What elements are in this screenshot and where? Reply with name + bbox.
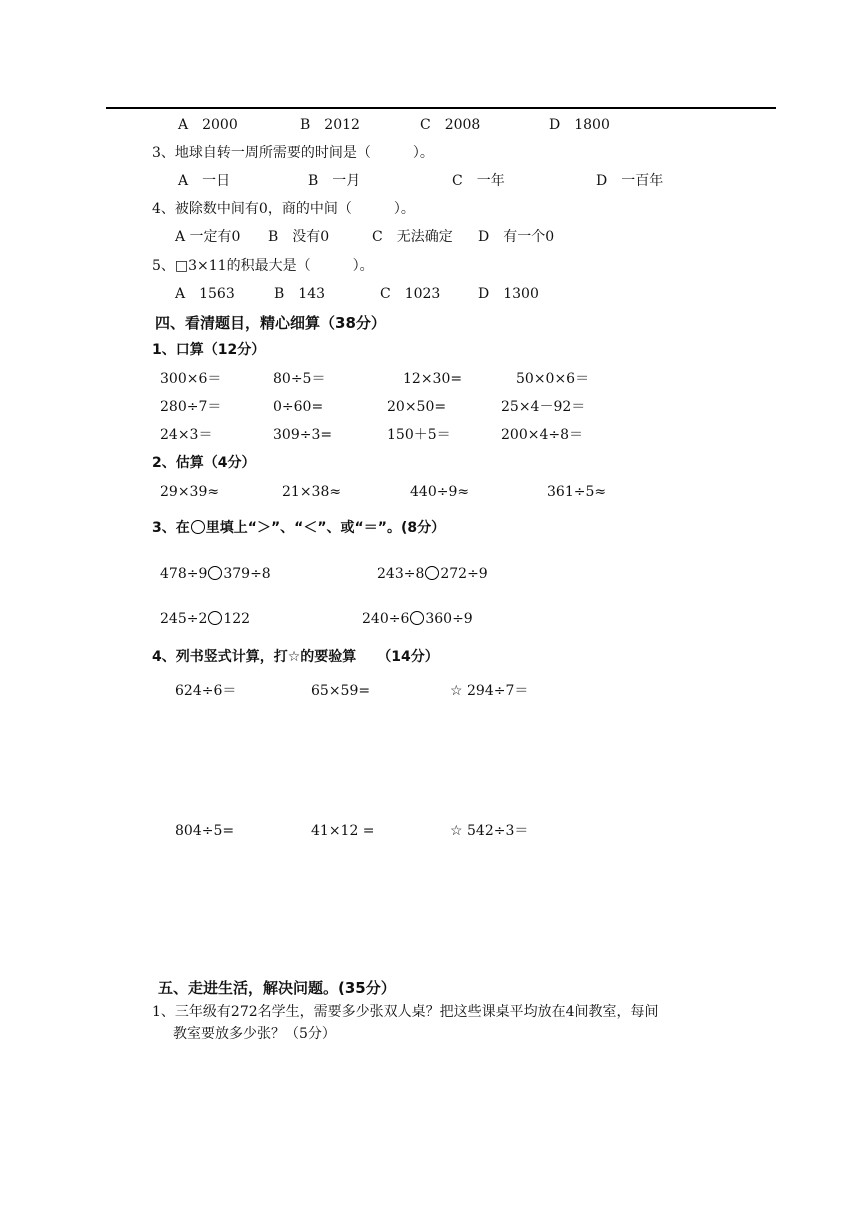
q3-option-c: C 一年 [452, 173, 505, 189]
compare-left: 243÷8 [377, 566, 425, 582]
oral-item: 25×4－92＝ [501, 399, 586, 415]
oral-item: 200×4÷8＝ [501, 427, 583, 443]
q3-option-d: D 一百年 [596, 173, 664, 189]
compare-title-before: 3、在 [152, 520, 190, 536]
compare-right: 122 [223, 611, 251, 627]
q5-option-c: C 1023 [380, 286, 441, 302]
q4-option-c: C 无法确定 [372, 229, 453, 245]
q3-option-a: A 一日 [178, 173, 231, 189]
vertical-title: 4、列书竖式计算，打☆的要验算 （14分） [152, 649, 439, 665]
compare-item [377, 565, 488, 583]
circle-blank-icon[interactable] [208, 566, 222, 580]
q4-option-b: B 没有0 [268, 229, 330, 245]
compare-title [152, 519, 445, 537]
q5-option-a: A 1563 [175, 286, 235, 302]
q5-option-b: B 143 [274, 286, 326, 302]
vertical-item: ☆ 294÷7＝ [450, 683, 529, 699]
q4-option-a: A 一定有0 [175, 229, 241, 245]
estimate-item: 21×38≈ [282, 484, 342, 500]
circle-blank-icon[interactable] [425, 566, 439, 580]
compare-item [160, 610, 250, 628]
vertical-item: 804÷5= [175, 823, 235, 839]
q5-stem: 5、□3×11的积最大是（ ）。 [152, 258, 374, 274]
circle-blank-icon[interactable] [410, 611, 424, 625]
q4-option-d: D 有一个0 [478, 229, 555, 245]
compare-right: 360÷9 [425, 611, 473, 627]
q2-option-c: C 2008 [420, 117, 481, 133]
compare-left: 478÷9 [160, 566, 208, 582]
oral-item: 12×30= [403, 371, 463, 387]
estimate-item: 440÷9≈ [410, 484, 470, 500]
oral-item: 309÷3= [273, 427, 333, 443]
q2-option-b: B 2012 [300, 117, 360, 133]
estimate-item: 29×39≈ [160, 484, 220, 500]
estimate-title: 2、估算（4分） [152, 455, 256, 471]
header-rule [106, 107, 776, 109]
compare-left: 245÷2 [160, 611, 208, 627]
q1-line2: 教室要放多少张？（5分） [173, 1026, 336, 1042]
vertical-item: 624÷6＝ [175, 683, 237, 699]
circle-blank-icon[interactable] [208, 611, 222, 625]
oral-item: 24×3＝ [160, 427, 213, 443]
compare-item [362, 610, 473, 628]
oral-item: 280÷7＝ [160, 399, 222, 415]
section4-title: 四、看清题目，精心细算（38分） [155, 314, 386, 332]
q2-option-d: D 1800 [549, 117, 610, 133]
oral-item: 150＋5＝ [387, 427, 451, 443]
section5-title: 五、走进生活，解决问题。(35分） [158, 979, 396, 997]
estimate-item: 361÷5≈ [547, 484, 607, 500]
q5-option-d: D 1300 [478, 286, 539, 302]
q3-option-b: B 一月 [308, 173, 361, 189]
oral-item: 300×6＝ [160, 371, 222, 387]
oral-title: 1、口算（12分） [152, 342, 266, 358]
q1-line1: 1、三年级有272名学生，需要多少张双人桌？把这些课桌平均放在4间教室，每间 [152, 1004, 659, 1020]
vertical-item: 41×12 = [311, 823, 375, 839]
circle-icon [191, 520, 205, 534]
compare-left: 240÷6 [362, 611, 410, 627]
oral-item: 50×0×6＝ [516, 371, 590, 387]
q4-stem: 4、被除数中间有0，商的中间（ ）。 [152, 201, 415, 217]
q3-stem: 3、地球自转一周所需要的时间是（ ）。 [152, 145, 434, 161]
compare-title-after: 里填上“＞”、“＜”、或“＝”。(8分） [205, 520, 446, 536]
vertical-item: 65×59= [311, 683, 371, 699]
oral-item: 80÷5＝ [273, 371, 326, 387]
q2-option-a: A 2000 [178, 117, 238, 133]
compare-item [160, 565, 271, 583]
oral-item: 0÷60= [273, 399, 324, 415]
oral-item: 20×50= [387, 399, 447, 415]
vertical-item: ☆ 542÷3＝ [450, 823, 529, 839]
compare-right: 272÷9 [440, 566, 488, 582]
compare-right: 379÷8 [223, 566, 271, 582]
